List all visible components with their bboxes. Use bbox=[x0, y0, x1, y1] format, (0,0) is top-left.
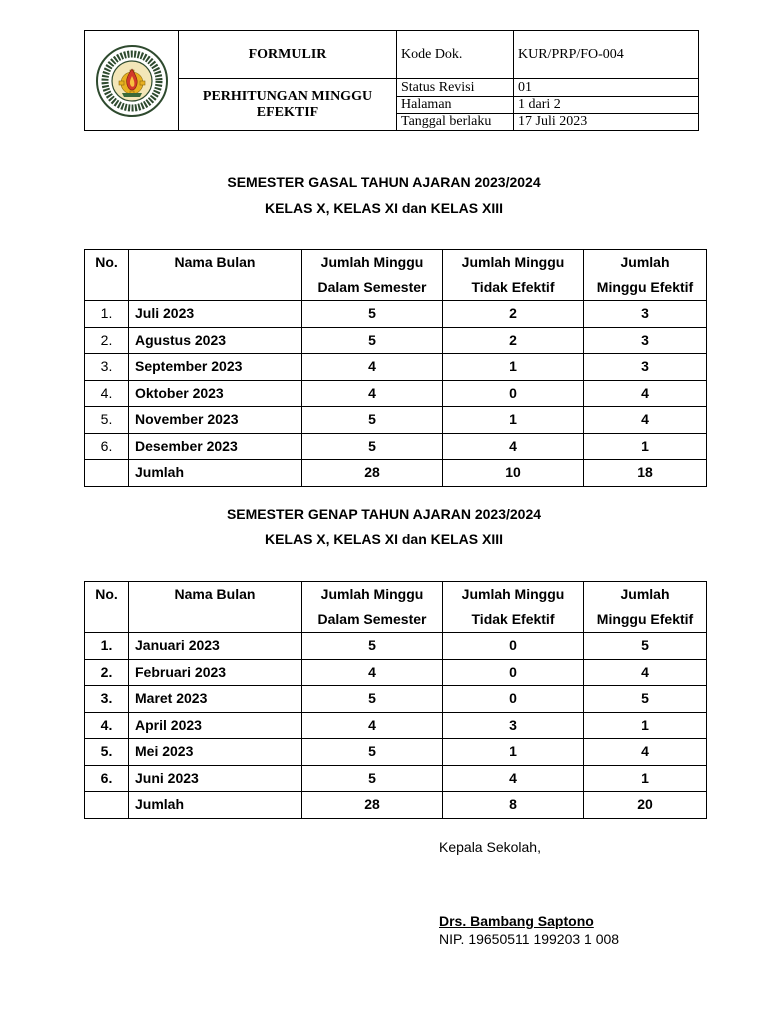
table-cell: 5 bbox=[302, 686, 443, 713]
table-cell: 2. bbox=[85, 659, 129, 686]
table-cell: 5. bbox=[85, 407, 129, 434]
table-cell: 0 bbox=[443, 633, 584, 660]
table-cell: 1. bbox=[85, 633, 129, 660]
table-cell: 0 bbox=[443, 380, 584, 407]
table-cell: 2. bbox=[85, 327, 129, 354]
table-cell: 5 bbox=[302, 407, 443, 434]
table-row bbox=[85, 327, 707, 354]
header-effective-weeks: Jumlah Minggu Efektif bbox=[584, 582, 707, 633]
table-cell: 5 bbox=[302, 433, 443, 460]
table-cell: 5 bbox=[302, 739, 443, 766]
table-cell: 4 bbox=[584, 659, 707, 686]
semester-gasal-title: SEMESTER GASAL TAHUN AJARAN 2023/2024 bbox=[227, 174, 541, 190]
field-label-status-revisi: Status Revisi bbox=[397, 79, 514, 97]
document-title: PERHITUNGAN MINGGU EFEKTIF bbox=[179, 79, 397, 131]
table-cell: September 2023 bbox=[129, 354, 302, 381]
table-header-row bbox=[85, 250, 707, 301]
table-row bbox=[85, 433, 707, 460]
table-cell: 1 bbox=[584, 433, 707, 460]
table-row bbox=[85, 739, 707, 766]
total-row bbox=[85, 792, 707, 819]
table-cell: 0 bbox=[443, 659, 584, 686]
school-emblem-icon bbox=[94, 43, 170, 119]
header-no: No. bbox=[85, 582, 129, 633]
table-row bbox=[85, 765, 707, 792]
table-cell: 5 bbox=[302, 765, 443, 792]
table-cell: 4 bbox=[584, 739, 707, 766]
table-cell bbox=[85, 792, 129, 819]
header-weeks-in-semester: Jumlah Minggu Dalam Semester bbox=[302, 250, 443, 301]
table-row bbox=[85, 380, 707, 407]
header-ineffective-weeks: Jumlah Minggu Tidak Efektif bbox=[443, 582, 584, 633]
table-cell: 3 bbox=[584, 354, 707, 381]
semester-genap-table bbox=[84, 581, 707, 819]
table-cell: Januari 2023 bbox=[129, 633, 302, 660]
table-cell: 4. bbox=[85, 712, 129, 739]
table-cell: 3. bbox=[85, 354, 129, 381]
table-cell: Juli 2023 bbox=[129, 301, 302, 328]
signature-nip: NIP. 19650511 199203 1 008 bbox=[439, 931, 620, 947]
field-label-tanggal-berlaku: Tanggal berlaku bbox=[397, 113, 514, 130]
table-cell: 5 bbox=[584, 686, 707, 713]
table-cell bbox=[85, 460, 129, 487]
field-label-kode-dok: Kode Dok. bbox=[397, 31, 514, 79]
table-cell: Jumlah bbox=[129, 460, 302, 487]
table-cell: 10 bbox=[443, 460, 584, 487]
header-month: Nama Bulan bbox=[129, 250, 302, 301]
table-cell: 3 bbox=[443, 712, 584, 739]
table-cell: 1 bbox=[584, 712, 707, 739]
table-cell: 4 bbox=[584, 380, 707, 407]
table-cell: 6. bbox=[85, 433, 129, 460]
table-cell: Oktober 2023 bbox=[129, 380, 302, 407]
table-cell: Agustus 2023 bbox=[129, 327, 302, 354]
header-no: No. bbox=[85, 250, 129, 301]
table-cell: 0 bbox=[443, 686, 584, 713]
header-month: Nama Bulan bbox=[129, 582, 302, 633]
total-row bbox=[85, 460, 707, 487]
table-cell: 28 bbox=[302, 460, 443, 487]
header-ineffective-weeks: Jumlah Minggu Tidak Efektif bbox=[443, 250, 584, 301]
field-value-kode-dok: KUR/PRP/FO-004 bbox=[514, 31, 699, 79]
table-cell: 1 bbox=[584, 765, 707, 792]
field-value-halaman: 1 dari 2 bbox=[514, 96, 699, 113]
table-cell: 5 bbox=[584, 633, 707, 660]
table-cell: 4. bbox=[85, 380, 129, 407]
table-cell: 4 bbox=[443, 433, 584, 460]
table-cell: 4 bbox=[584, 407, 707, 434]
header-weeks-in-semester: Jumlah Minggu Dalam Semester bbox=[302, 582, 443, 633]
school-logo bbox=[85, 31, 179, 131]
semester-genap-title: SEMESTER GENAP TAHUN AJARAN 2023/2024 bbox=[226, 506, 542, 522]
field-value-status-revisi: 01 bbox=[514, 79, 699, 97]
table-cell: 5 bbox=[302, 633, 443, 660]
table-cell: 3 bbox=[584, 327, 707, 354]
table-cell: 5 bbox=[302, 301, 443, 328]
table-cell: 2 bbox=[443, 301, 584, 328]
signature-role: Kepala Sekolah, bbox=[439, 839, 541, 855]
table-cell: 8 bbox=[443, 792, 584, 819]
table-row bbox=[85, 301, 707, 328]
table-cell: Februari 2023 bbox=[129, 659, 302, 686]
table-cell: 1 bbox=[443, 739, 584, 766]
field-label-halaman: Halaman bbox=[397, 96, 514, 113]
table-cell: 18 bbox=[584, 460, 707, 487]
table-row bbox=[85, 686, 707, 713]
table-cell: 28 bbox=[302, 792, 443, 819]
table-cell: Maret 2023 bbox=[129, 686, 302, 713]
table-header-row bbox=[85, 582, 707, 633]
table-cell: Mei 2023 bbox=[129, 739, 302, 766]
field-value-tanggal-berlaku: 17 Juli 2023 bbox=[514, 113, 699, 130]
table-cell: April 2023 bbox=[129, 712, 302, 739]
document-header bbox=[84, 30, 699, 131]
table-cell: November 2023 bbox=[129, 407, 302, 434]
table-cell: Juni 2023 bbox=[129, 765, 302, 792]
table-cell: 4 bbox=[302, 712, 443, 739]
table-cell: 4 bbox=[443, 765, 584, 792]
table-cell: 1. bbox=[85, 301, 129, 328]
header-effective-weeks: Jumlah Minggu Efektif bbox=[584, 250, 707, 301]
table-cell: 1 bbox=[443, 354, 584, 381]
table-cell: 1 bbox=[443, 407, 584, 434]
table-cell: 5 bbox=[302, 327, 443, 354]
table-cell: 2 bbox=[443, 327, 584, 354]
table-row bbox=[85, 659, 707, 686]
table-cell: 3. bbox=[85, 686, 129, 713]
semester-gasal-table bbox=[84, 249, 707, 487]
semester-gasal-subtitle: KELAS X, KELAS XI dan KELAS XIII bbox=[264, 200, 504, 216]
table-cell: 4 bbox=[302, 380, 443, 407]
table-cell: 5. bbox=[85, 739, 129, 766]
table-cell: 20 bbox=[584, 792, 707, 819]
table-row bbox=[85, 354, 707, 381]
table-cell: Desember 2023 bbox=[129, 433, 302, 460]
table-cell: 6. bbox=[85, 765, 129, 792]
semester-genap-subtitle: KELAS X, KELAS XI dan KELAS XIII bbox=[264, 531, 504, 547]
form-label: FORMULIR bbox=[179, 31, 397, 79]
table-row bbox=[85, 712, 707, 739]
table-row bbox=[85, 407, 707, 434]
table-cell: 4 bbox=[302, 354, 443, 381]
table-cell: 4 bbox=[302, 659, 443, 686]
table-cell: 3 bbox=[584, 301, 707, 328]
table-cell: Jumlah bbox=[129, 792, 302, 819]
signature-name: Drs. Bambang Saptono bbox=[439, 913, 594, 929]
table-row bbox=[85, 633, 707, 660]
